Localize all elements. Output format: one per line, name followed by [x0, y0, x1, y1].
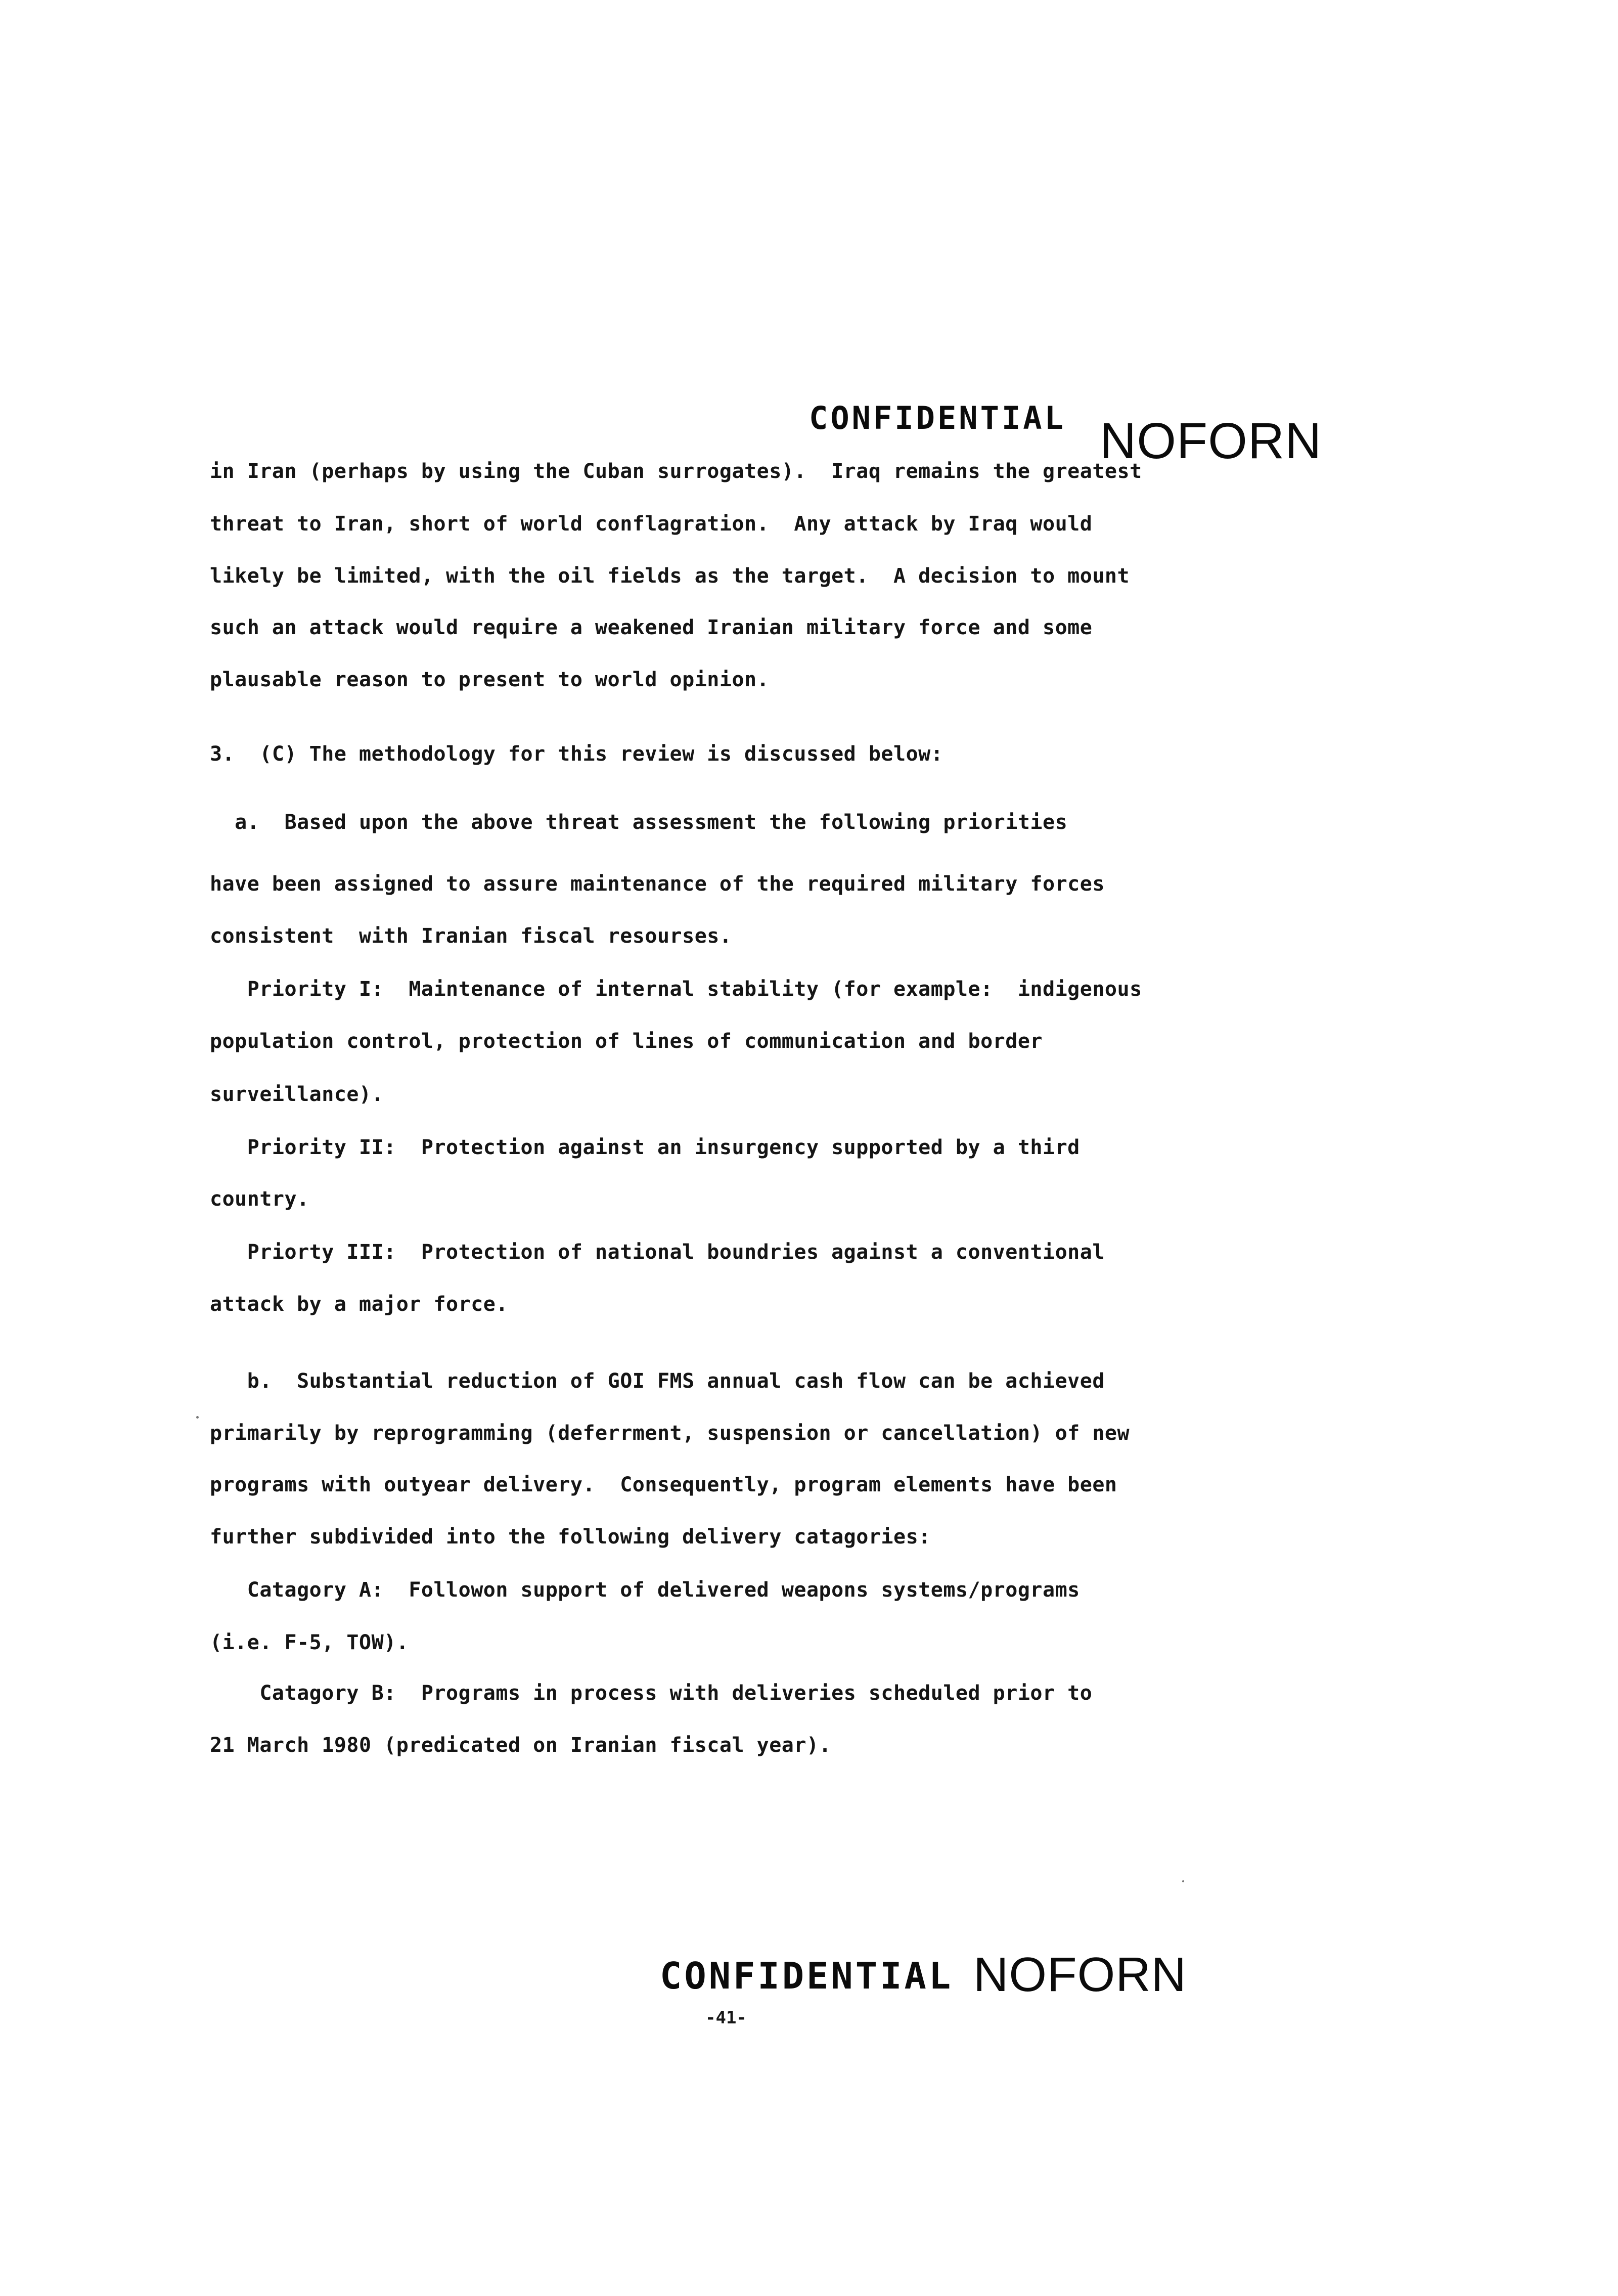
text-line: Catagory A: Followon support of delivered weapons systems/programs [210, 1578, 1080, 1602]
text-line: attack by a major force. [210, 1293, 508, 1316]
text-line: country. [210, 1187, 309, 1211]
text-line: a. Based upon the above threat assessment the following priorities [210, 811, 1068, 834]
text-line: have been assigned to assure maintenance of the required military forces [210, 872, 1105, 896]
text-line: further subdivided into the following delivery catagories: [210, 1525, 931, 1549]
page-number: -41- [705, 2008, 747, 2028]
text-line: such an attack would require a weakened Iranian military force and some [210, 616, 1093, 639]
text-line: Priority II: Protection against an insurgency supported by a third [210, 1136, 1080, 1159]
text-line: b. Substantial reduction of GOI FMS annual cash flow can be achieved [210, 1370, 1105, 1393]
text-line: consistent with Iranian fiscal resourses. [210, 924, 732, 948]
bottom-confidential-stamp: CONFIDENTIAL [660, 1955, 954, 1997]
text-line: plausable reason to present to world opinion. [210, 668, 770, 691]
text-line: in Iran (perhaps by using the Cuban surrogates). Iraq remains the greatest [210, 460, 1142, 483]
text-line: 21 March 1980 (predicated on Iranian fiscal year). [210, 1734, 832, 1757]
top-confidential-stamp: CONFIDENTIAL [809, 400, 1066, 436]
bottom-noforn-stamp: NOFORN [973, 1948, 1187, 2002]
text-line: primarily by reprogramming (deferrment, suspension or cancellation) of new [210, 1422, 1130, 1445]
text-line: Catagory B: Programs in process with deliveries scheduled prior to [210, 1682, 1093, 1705]
text-line: likely be limited, with the oil fields as the target. A decision to mount [210, 564, 1130, 588]
text-line: surveillance). [210, 1083, 384, 1106]
top-noforn-stamp: NOFORN [1100, 413, 1322, 469]
scan-speck [1182, 1880, 1184, 1882]
text-line: programs with outyear delivery. Consequently, program elements have been [210, 1473, 1117, 1496]
text-line: (i.e. F-5, TOW). [210, 1631, 409, 1654]
text-line: threat to Iran, short of world conflagration. Any attack by Iraq would [210, 512, 1093, 536]
text-line: population control, protection of lines of communication and border [210, 1030, 1043, 1053]
section-heading: 3. (C) The methodology for this review is discussed below: [210, 742, 943, 766]
text-line: Priorty III: Protection of national boundries against a conventional [210, 1241, 1105, 1264]
scan-speck [196, 1416, 199, 1419]
text-line: Priority I: Maintenance of internal stability (for example: indigenous [210, 978, 1142, 1001]
